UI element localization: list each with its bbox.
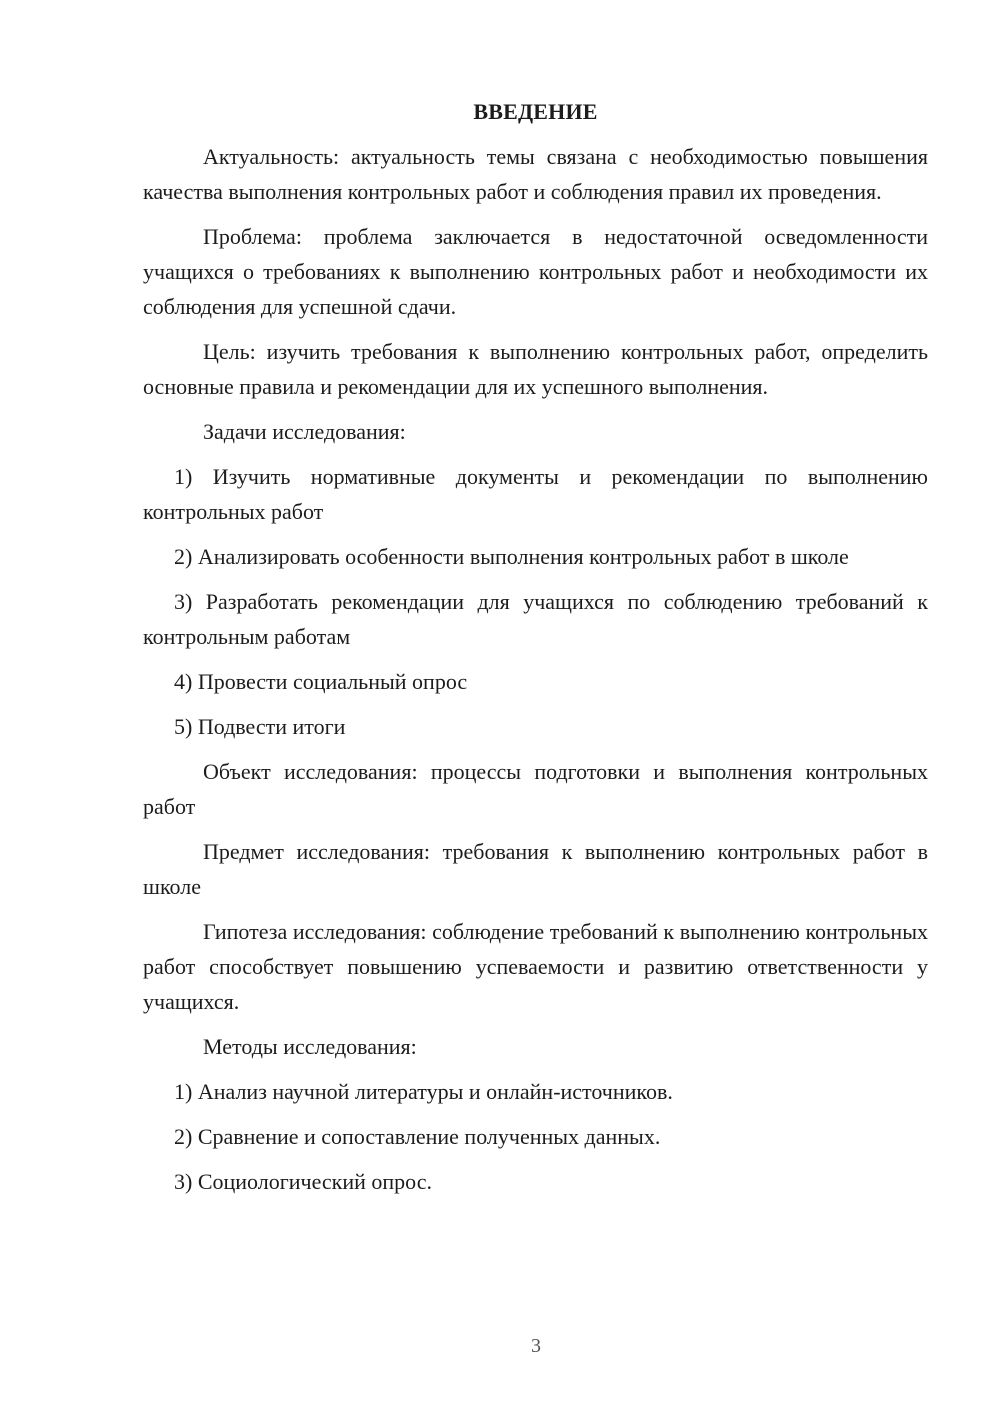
list-item-task-4: 4) Провести социальный опрос xyxy=(174,669,468,694)
list-item-task-5: 5) Подвести итоги xyxy=(174,714,346,739)
paragraph-tasks-heading: Задачи исследования: xyxy=(203,419,406,444)
paragraph-goal: Цель: изучить требования к выполнению контрольных работ, определить основные правила и рекомендации для их успешного выполнения. xyxy=(143,339,928,399)
paragraph-methods-heading: Методы исследования: xyxy=(203,1034,417,1059)
paragraph-object: Объект исследования: процессы подготовки и выполнения контрольных работ xyxy=(143,759,928,819)
paragraph-problem: Проблема: проблема заключается в недостаточной осведомленности учащихся о требованиях к выполнению контрольных работ и необходимости их соблюдения для успешной сдачи. xyxy=(143,224,928,319)
list-item-task-2: 2) Анализировать особенности выполнения контрольных работ в школе xyxy=(174,544,849,569)
paragraph-subject: Предмет исследования: требования к выполнению контрольных работ в школе xyxy=(143,839,928,899)
list-item-method-1: 1) Анализ научной литературы и онлайн-источников. xyxy=(174,1079,673,1104)
page-number: 3 xyxy=(531,1335,541,1357)
list-item-method-3: 3) Социологический опрос. xyxy=(174,1169,432,1194)
paragraph-relevance: Актуальность: актуальность темы связана с необходимостью повышения качества выполнения контрольных работ и соблюдения правил их проведения. xyxy=(143,144,928,204)
paragraph-hypothesis: Гипотеза исследования: соблюдение требований к выполнению контрольных работ способствует повышению успеваемости и развитию ответственности у учащихся. xyxy=(143,919,928,1014)
document-page xyxy=(143,94,928,1209)
page-title: ВВЕДЕНИЕ xyxy=(473,99,598,124)
list-item-task-1: 1) Изучить нормативные документы и рекомендации по выполнению контрольных работ xyxy=(143,464,928,524)
list-item-task-3: 3) Разработать рекомендации для учащихся по соблюдению требований к контрольным работам xyxy=(143,589,928,649)
list-item-method-2: 2) Сравнение и сопоставление полученных данных. xyxy=(174,1124,661,1149)
